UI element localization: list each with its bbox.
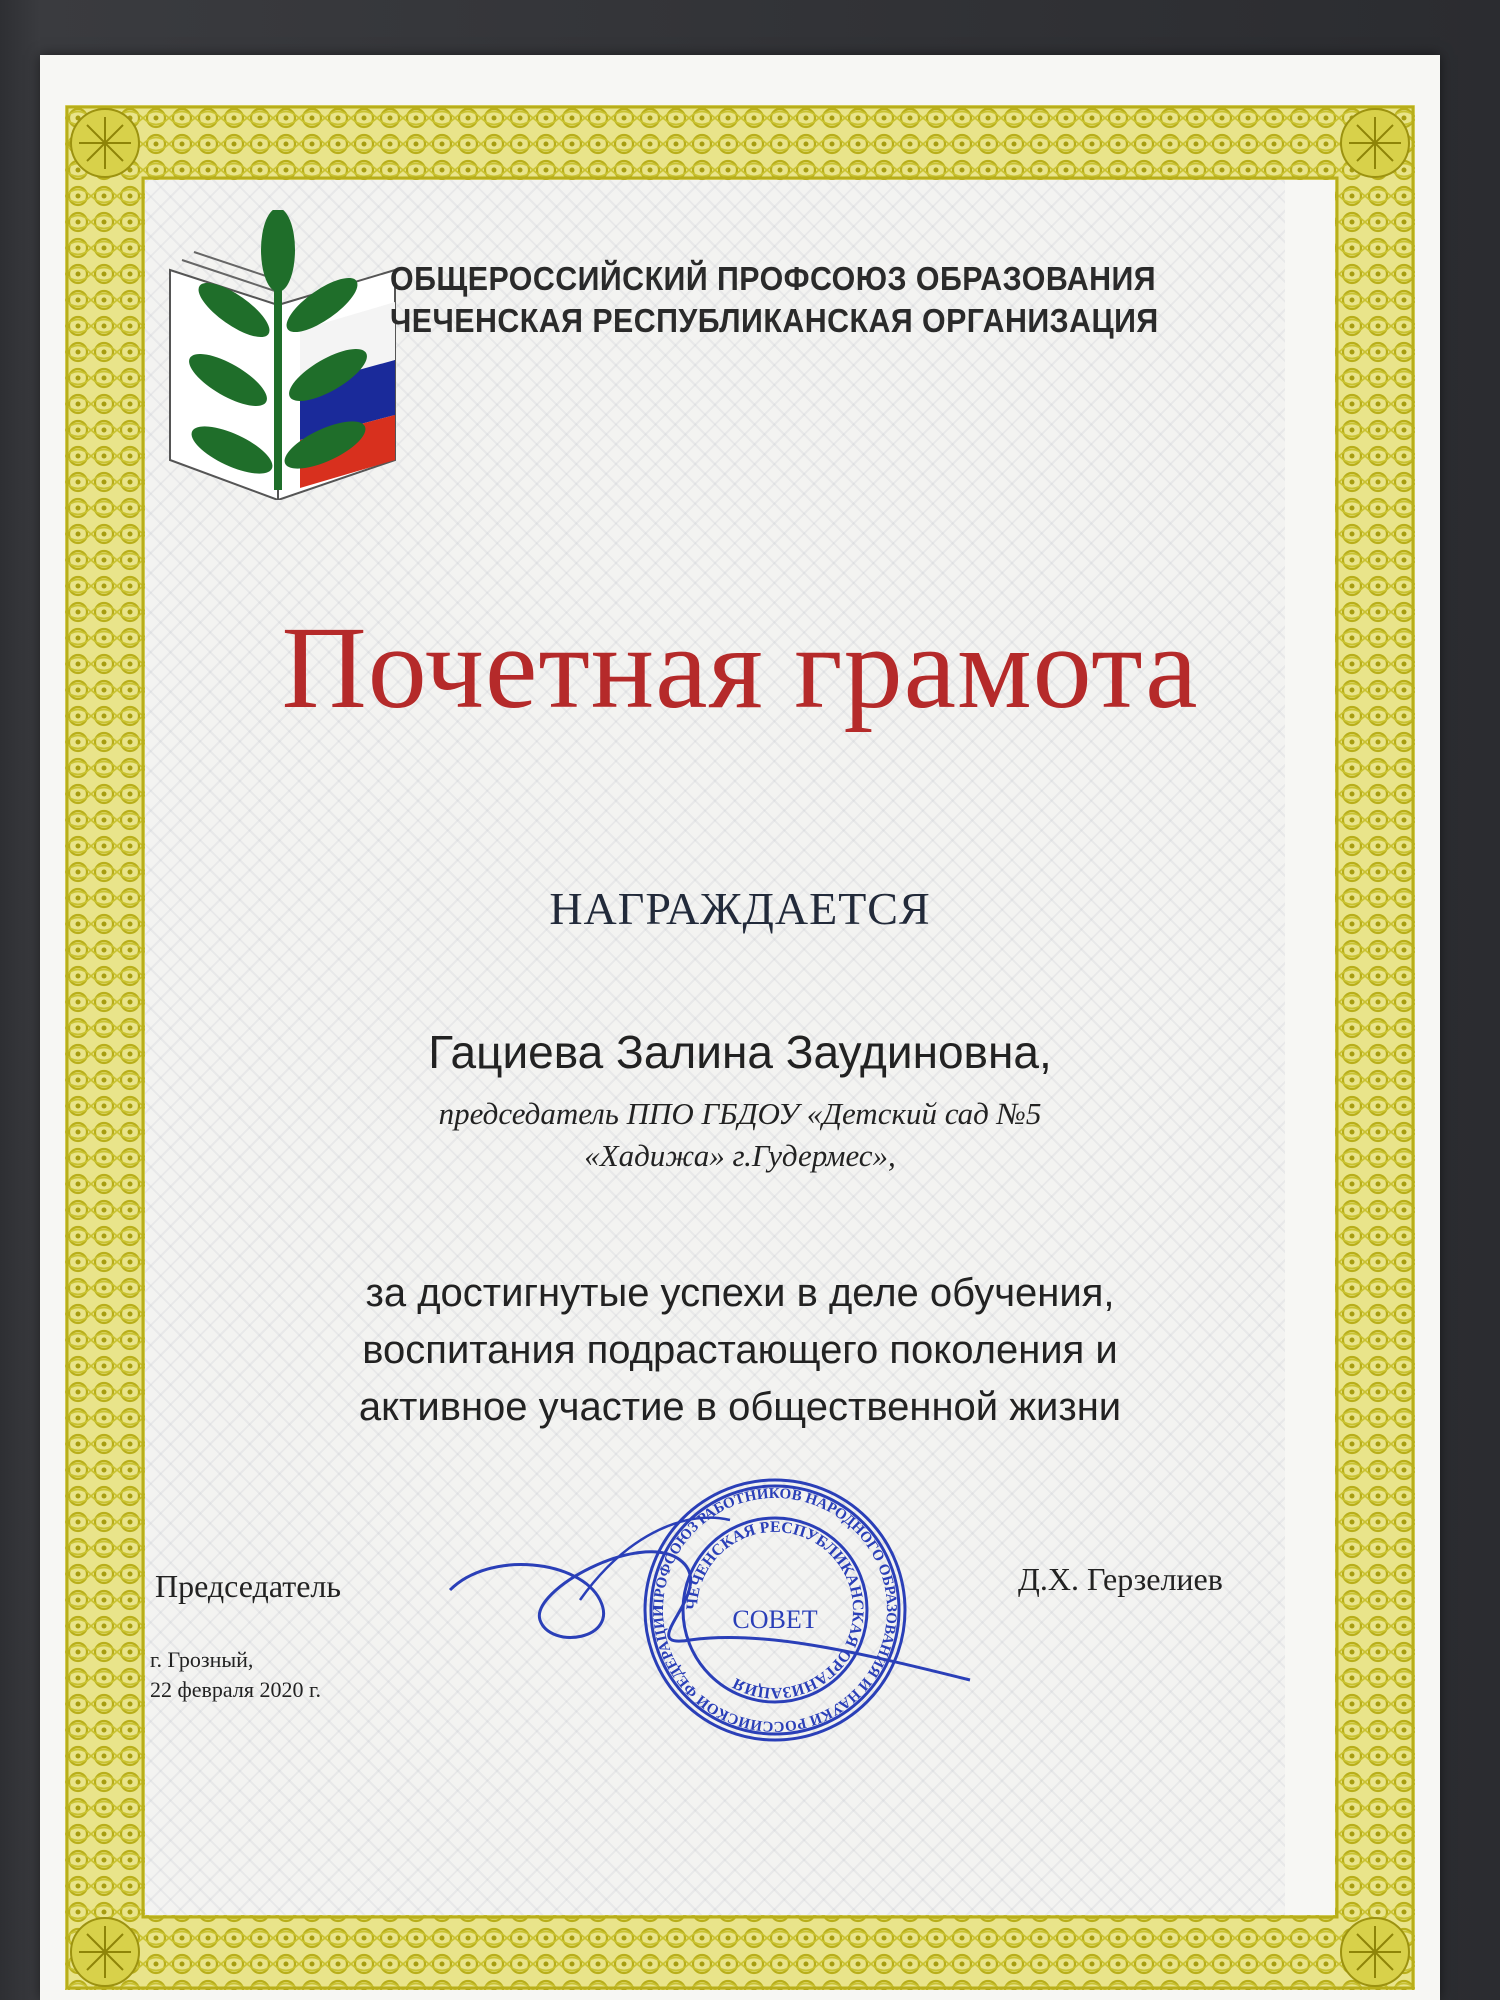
certificate-title: Почетная грамота bbox=[281, 602, 1199, 733]
official-stamp bbox=[430, 1450, 990, 1770]
signer-name: Д.Х. Герзелиев bbox=[1018, 1561, 1223, 1597]
date-text: 22 февраля 2020 г. bbox=[150, 1677, 322, 1702]
stamp-center-text: СОВЕТ bbox=[732, 1605, 818, 1634]
organization-header bbox=[390, 258, 1310, 342]
stamp-inner-text: ЧЕЧЕНСКАЯ РЕСПУБЛИКАНСКАЯ ОРГАНИЗАЦИЯ bbox=[683, 1518, 867, 1702]
place-date bbox=[150, 1645, 321, 1705]
organization-line-2: ЧЕЧЕНСКАЯ РЕСПУБЛИКАНСКАЯ ОРГАНИЗАЦИЯ bbox=[390, 302, 1159, 339]
reason-line-3: активное участие в общественной жизни bbox=[358, 1385, 1122, 1429]
reason-line-2: воспитания подрастающего поколения и bbox=[362, 1328, 1118, 1372]
organization-line-1: ОБЩЕРОССИЙСКИЙ ПРОФСОЮЗ ОБРАЗОВАНИЯ bbox=[390, 260, 1157, 297]
stamp-outer-text: ПРОФСОЮЗ РАБОТНИКОВ НАРОДНОГО ОБРАЗОВАНИЯ И НАУКИ РОССИЙСКОЙ ФЕДЕРАЦИИ bbox=[650, 1485, 900, 1735]
reason-line-1: за достигнутые успехи в деле обучения, bbox=[365, 1271, 1115, 1315]
union-logo bbox=[160, 210, 400, 500]
position-line-2: «Хадижа» г.Гудермес», bbox=[584, 1138, 896, 1173]
awarded-heading: НАГРАЖДАЕТСЯ bbox=[549, 883, 931, 934]
recipient-name: Гациева Залина Заудиновна, bbox=[428, 1026, 1052, 1078]
recipient-position bbox=[40, 1093, 1440, 1177]
position-line-1: председатель ППО ГБДОУ «Детский сад №5 bbox=[438, 1096, 1042, 1131]
city-text: г. Грозный, bbox=[150, 1647, 254, 1672]
chair-label: Председатель bbox=[155, 1568, 341, 1604]
award-reason bbox=[40, 1265, 1440, 1436]
